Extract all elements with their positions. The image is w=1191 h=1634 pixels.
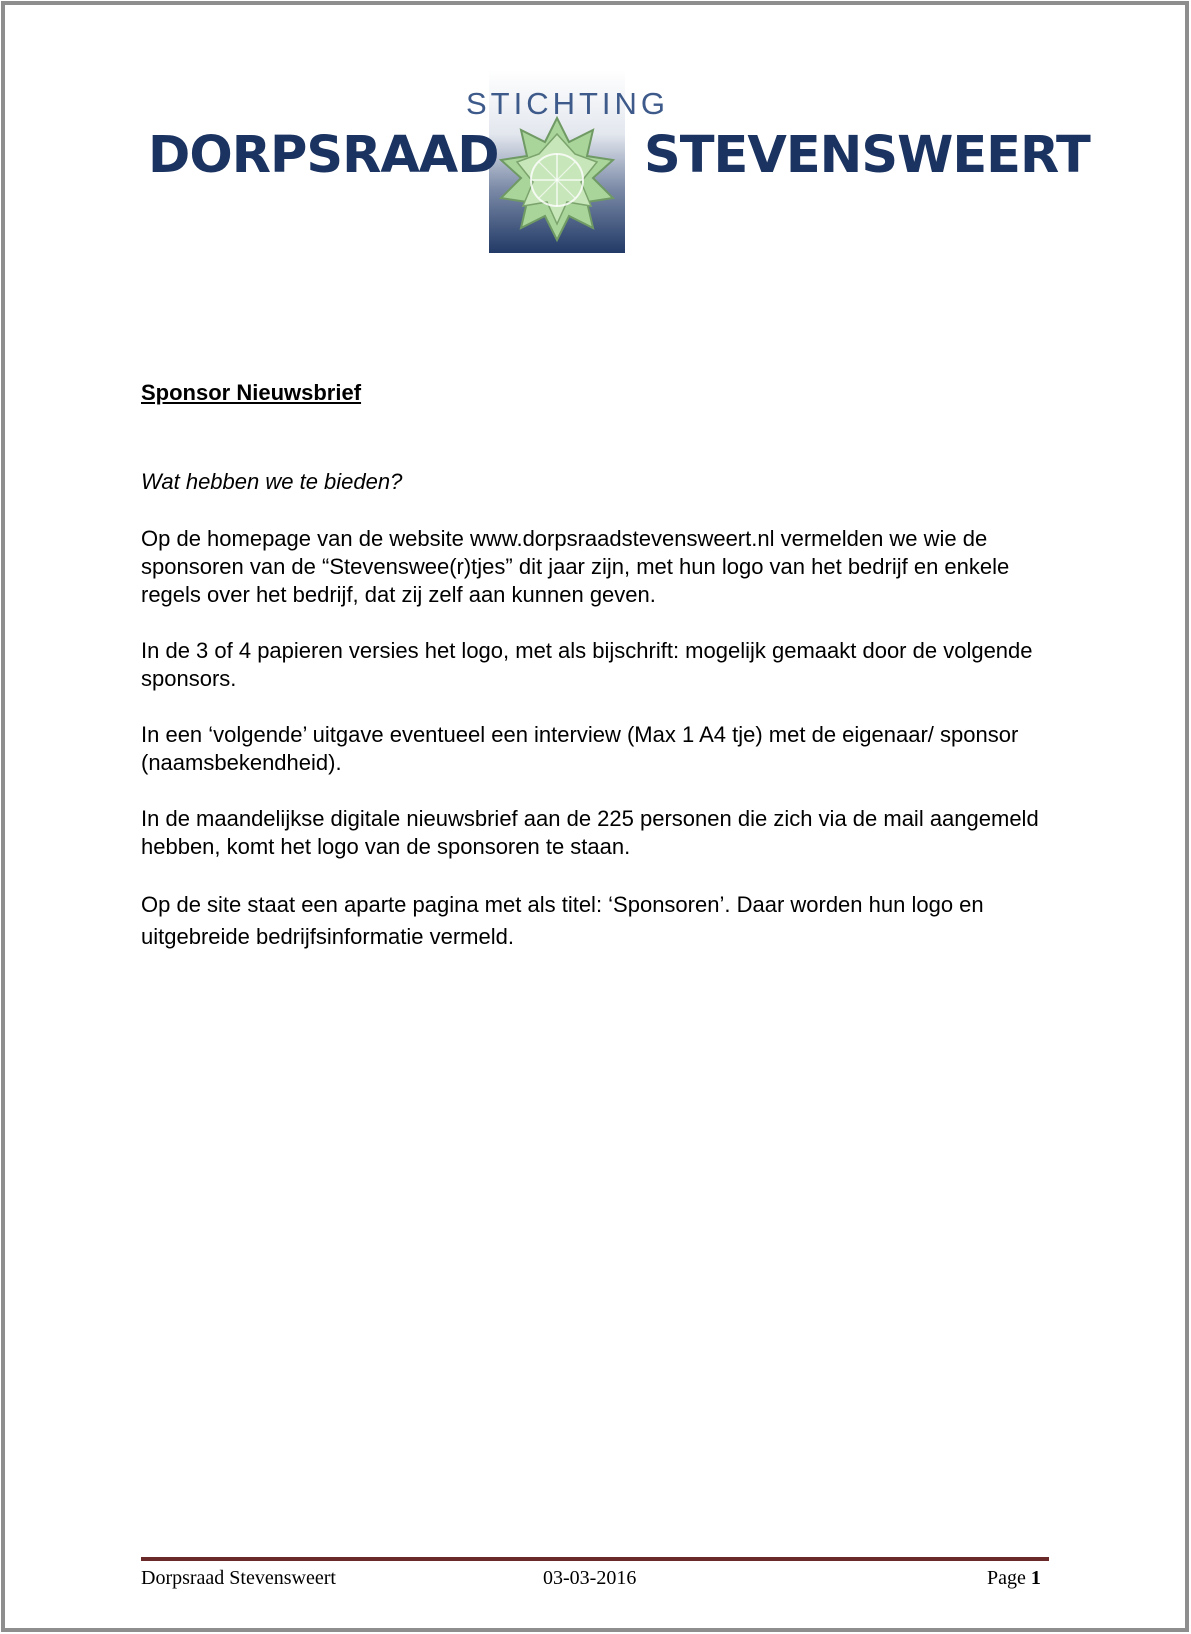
letterhead-stichting: STICHTING <box>466 86 670 121</box>
paragraph-paper-versions: In de 3 of 4 papieren versies het logo, met als bijschrift: mogelijk gemaakt door de volgende sponsors. <box>141 638 1033 691</box>
fortress-star-emblem-icon <box>489 110 625 250</box>
footer-divider <box>141 1557 1049 1561</box>
letterhead-stevensweert: STEVENSWEERT <box>644 126 1090 185</box>
footer-page-value: 1 <box>1030 1567 1041 1589</box>
footer-organization: Dorpsraad Stevensweert <box>141 1567 336 1589</box>
paragraph-interview: In een ‘volgende’ uitgave eventueel een interview (Max 1 A4 tje) met de eigenaar/ sponsor (naamsbekendheid). <box>141 722 1019 775</box>
paragraph-homepage: Op de homepage van de website www.dorpsraadstevensweert.nl vermelden we wie de sponsoren van de “Stevenswee(r)tjes” dit jaar zijn, met hun logo van het bedrijf en enkele regels over het bedrijf, dat zij zelf aan kunnen geven. <box>141 526 1010 607</box>
paragraph-sponsor-page: Op de site staat een aparte pagina met als titel: ‘Sponsoren’. Daar worden hun logo en uitgebreide bedrijfsinformatie vermeld. <box>141 892 984 949</box>
document-question: Wat hebben we te bieden? <box>141 469 403 494</box>
footer-page-label: Page <box>987 1567 1026 1589</box>
document-heading: Sponsor Nieuwsbrief <box>141 380 362 405</box>
footer-page-number <box>987 1567 1041 1590</box>
paragraph-digital-newsletter: In de maandelijkse digitale nieuwsbrief aan de 225 personen die zich via de mail aangemeld hebben, komt het logo van de sponsoren te staan. <box>141 806 1039 859</box>
letterhead-dorpsraad: DORPSRAAD <box>148 126 499 185</box>
footer-date: 03-03-2016 <box>543 1567 637 1589</box>
